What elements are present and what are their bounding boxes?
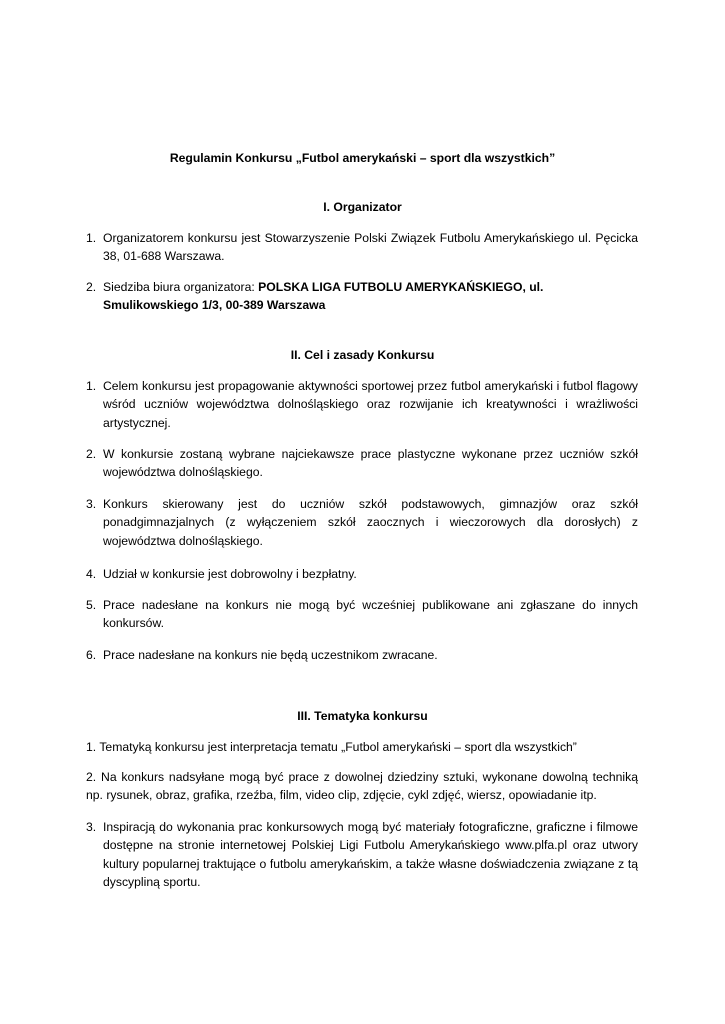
list-item-text: Prace nadesłane na konkurs nie będą uczestnikom zwracane.	[103, 648, 438, 662]
list-item	[86, 596, 638, 633]
list-item-text: 2. Na konkurs nadsyłane mogą być prace z dowolnej dziedziny sztuki, wykonane dowolną techniką np. rysunek, obraz, grafika, rzeźba, film, video clip, zdjęcie, cykl zdjęć, wiersz, opowiadanie itp.	[86, 770, 638, 803]
list-item-number: 4.	[86, 567, 97, 581]
list-item	[86, 768, 638, 805]
list-item-number: 2.	[86, 447, 97, 461]
list-item-number: 5.	[86, 598, 97, 612]
list-item-number: 2.	[86, 280, 97, 294]
list-item	[86, 445, 638, 482]
list-item-number: 3.	[86, 497, 97, 511]
section-heading-cel-i-zasady: II. Cel i zasady Konkursu	[290, 348, 435, 362]
list-item	[86, 377, 638, 432]
list-item-text: Tematyką konkursu jest interpretacja tematu „Futbol amerykański – sport dla wszystkich”	[99, 740, 577, 754]
organizer-address: POLSKA LIGA FUTBOLU AMERYKAŃSKIEGO, ul. Smulikowskiego 1/3, 00-389 Warszawa	[103, 280, 544, 313]
list-item-number: 1.	[86, 379, 97, 393]
list-item-text: Konkurs skierowany jest do uczniów szkół podstawowych, gimnazjów oraz szkół ponadgimnazjalnych (z wyłączeniem szkół zaocznych i wieczorowych dla dorosłych) z województwa dolnośląskiego.	[103, 497, 638, 548]
list-item-number: 2.	[86, 770, 97, 784]
list-item-text: W konkursie zostaną wybrane najciekawsze prace plastyczne wykonane przez uczniów szkół województwa dolnośląskiego.	[103, 447, 638, 480]
list-item	[86, 738, 638, 756]
list-item	[86, 565, 638, 583]
list-item-text: Udział w konkursie jest dobrowolny i bezpłatny.	[103, 567, 357, 581]
list-item-number: 1.	[86, 231, 97, 245]
list-item-text: Inspiracją do wykonania prac konkursowych mogą być materiały fotograficzne, graficzne i filmowe dostępne na stronie internetowej Polskiej Ligi Futbolu Amerykańskiego www.plfa.pl oraz utwory kultury popularnej traktujące o futbolu amerykańskim, a także własne doświadczenia związane z tą dyscypliną sportu.	[103, 820, 638, 890]
list-item-text: Celem konkursu jest propagowanie aktywności sportowej przez futbol amerykański i futbol flagowy wśród uczniów województwa dolnośląskiego oraz rozwijanie ich kreatywności i wrażliwości artystycznej.	[103, 379, 638, 430]
list-item-number: 6.	[86, 648, 97, 662]
list-item	[86, 646, 638, 664]
list-item	[86, 818, 638, 892]
list-item	[86, 278, 638, 315]
section-heading-organizator: I. Organizator	[323, 200, 402, 214]
list-item-text: Organizatorem konkursu jest Stowarzyszenie Polski Związek Futbolu Amerykańskiego ul. Pęcicka 38, 01-688 Warszawa.	[103, 231, 638, 264]
document-title: Regulamin Konkursu „Futbol amerykański – sport dla wszystkich”	[169, 151, 556, 165]
list-item-text	[103, 278, 638, 315]
list-item	[86, 229, 638, 266]
organizer-address-prefix: Siedziba biura organizatora:	[103, 280, 259, 294]
list-item	[86, 495, 638, 550]
section-heading-tematyka: III. Tematyka konkursu	[297, 709, 428, 723]
list-item-text: Prace nadesłane na konkurs nie mogą być wcześniej publikowane ani zgłaszane do innych konkursów.	[103, 598, 638, 631]
list-item-number: 1.	[86, 740, 97, 754]
list-item-number: 3.	[86, 820, 97, 834]
